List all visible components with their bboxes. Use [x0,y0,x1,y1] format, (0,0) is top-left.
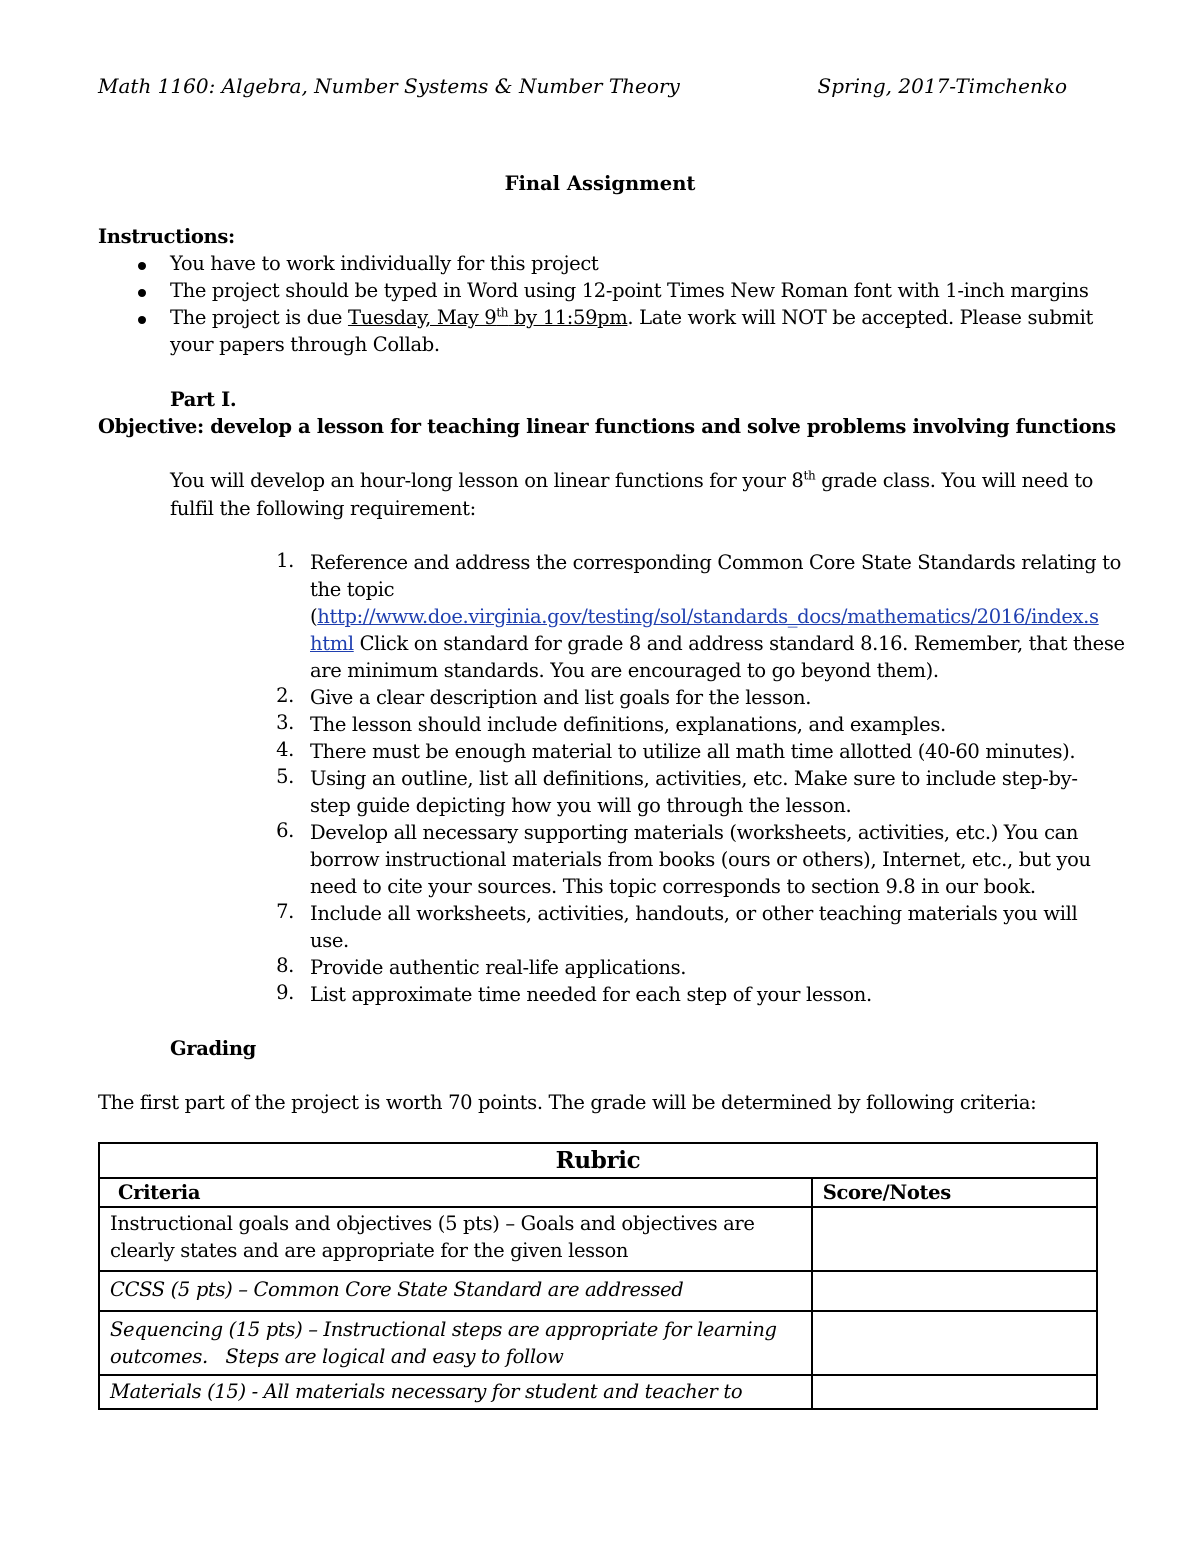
criteria-text: Instructional goals and objectives (5 pts) – Goals and objectives are [110,1212,755,1235]
score-header: Score/Notes [812,1178,1097,1207]
term-header: Spring, 2017-Timchenko [817,74,1067,98]
table-row [99,1311,1097,1375]
course-header: Math 1160: Algebra, Number Systems & Number Theory [98,74,680,98]
intro-text-line2: fulfil the following requirement: [170,497,476,520]
item-text: Using an outline, list all definitions, activities, etc. Make sure to include step-by- [310,767,1078,790]
item-text: The lesson should include definitions, explanations, and examples. [310,713,946,736]
item-number: 9. [276,981,294,1004]
table-row [99,1375,1097,1409]
score-cell[interactable] [812,1311,1097,1375]
item-text: (http://www.doe.virginia.gov/testing/sol/standards_docs/mathematics/2016/index.s [310,605,1099,628]
item-text: Reference and address the corresponding Common Core State Standards relating to [310,551,1122,574]
list-item [270,981,1110,1008]
due-date-text: The project is due Tuesday, May 9th by 11:59pm. Late work will NOT be accepted. Please submit [170,305,1093,329]
score-cell[interactable] [812,1271,1097,1311]
criteria-text: outcomes. Steps are logical and easy to follow [110,1345,564,1368]
score-cell[interactable] [812,1207,1097,1271]
table-row [99,1271,1097,1311]
grading-text: The first part of the project is worth 70 points. The grade will be determined by following criteria: [98,1091,1037,1114]
standards-link-cont[interactable]: html [310,632,354,655]
instructions-list [98,252,1098,360]
item-text: html Click on standard for grade 8 and address standard 8.16. Remember, that these [310,632,1125,655]
item-text: need to cite your sources. This topic corresponds to section 9.8 in our book. [310,875,1036,898]
criteria-cell [99,1207,812,1271]
list-item [98,279,1098,306]
bullet-text: The project should be typed in Word using 12-point Times New Roman font with 1-inch margins [170,279,1089,302]
item-text: There must be enough material to utilize all math time allotted (40-60 minutes). [310,740,1076,763]
item-text: List approximate time needed for each step of your lesson. [310,983,872,1006]
criteria-cell [99,1375,812,1409]
bullet-icon [138,289,146,297]
list-item-continuation [98,333,1098,360]
item-number: 5. [276,765,294,788]
item-number: 7. [276,900,294,923]
item-number: 2. [276,684,294,707]
item-text: Give a clear description and list goals for the lesson. [310,686,812,709]
list-item [270,819,1110,900]
requirements-list [270,549,1125,1008]
item-text: use. [310,929,349,952]
item-text: borrow instructional materials from books (ours or others), Internet, etc., but you [310,848,1091,871]
list-item [270,900,1110,954]
criteria-cell [99,1271,812,1311]
item-number: 1. [276,549,294,572]
bullet-icon [138,316,146,324]
bullet-icon [138,262,146,270]
item-number: 6. [276,819,294,842]
list-item [98,306,1098,333]
part1-heading: Part I. [170,388,237,411]
list-item [270,549,1125,684]
score-cell[interactable] [812,1375,1097,1409]
criteria-text: Sequencing (15 pts) – Instructional steps are appropriate for learning [110,1318,777,1341]
item-number: 4. [276,738,294,761]
criteria-header: Criteria [99,1178,812,1207]
item-text: step guide depicting how you will go through the lesson. [310,794,852,817]
list-item [270,738,1110,765]
standards-link[interactable]: http://www.doe.virginia.gov/testing/sol/standards_docs/mathematics/2016/index.s [317,605,1099,628]
objective-text: Objective: develop a lesson for teaching linear functions and solve problems involving functions [98,415,1116,438]
item-text: Develop all necessary supporting materials (worksheets, activities, etc.) You can [310,821,1079,844]
page-title: Final Assignment [504,172,696,195]
table-row [99,1207,1097,1271]
intro-text: You will develop an hour-long lesson on linear functions for your 8th grade class. You will need to [170,468,1094,492]
bullet-text: You have to work individually for this project [170,252,599,275]
instructions-heading: Instructions: [98,225,235,248]
criteria-cell [99,1311,812,1375]
list-item [270,711,1110,738]
list-item [270,765,1110,819]
criteria-text: Materials (15) - All materials necessary for student and teacher to [110,1380,743,1403]
item-number: 3. [276,711,294,734]
item-text: the topic [310,578,395,601]
due-date: Tuesday, May 9th by 11:59pm [347,305,628,329]
criteria-text: clearly states and are appropriate for the given lesson [110,1239,629,1262]
item-text: are minimum standards. You are encouraged to go beyond them). [310,659,939,682]
item-number: 8. [276,954,294,977]
criteria-text: CCSS (5 pts) – Common Core State Standard are addressed [110,1278,684,1301]
grading-heading: Grading [170,1037,256,1060]
list-item [270,954,1110,981]
list-item [98,252,1098,279]
rubric-table [98,1142,1098,1410]
item-text: Provide authentic real-life applications. [310,956,687,979]
item-text: Include all worksheets, activities, handouts, or other teaching materials you will [310,902,1078,925]
rubric-title: Rubric [99,1143,1097,1178]
list-item [270,684,1110,711]
bullet-text: your papers through Collab. [170,333,440,356]
